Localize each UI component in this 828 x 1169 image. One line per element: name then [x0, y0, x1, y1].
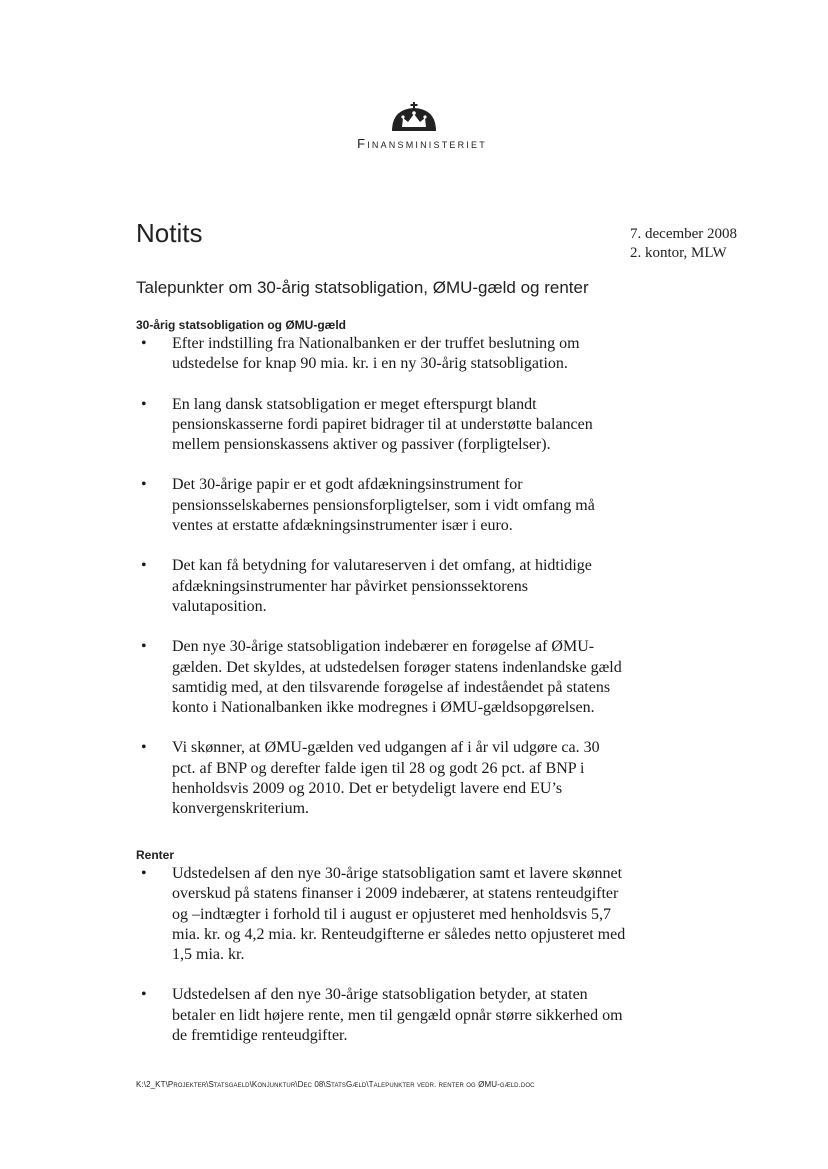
document-meta — [630, 225, 737, 263]
bullet-list-renter — [136, 864, 626, 1046]
document-title: Notits — [136, 218, 203, 248]
file-path-footer: K:\2_KT\Projekter\Statsgaeld\Konjunktur\Dec 08\StatsGæld\Talepunkter vedr. renter og ØMU-gæld.doc — [136, 1080, 535, 1089]
crown-icon — [389, 100, 439, 132]
bullet-dot: • — [141, 557, 147, 575]
list-item: • Den nye 30-årige statsobligation indebærer en forøgelse af ØMU-gælden. Det skyldes, at udstedelsen forøger statens indenlandske gæld samtidig med, at den tilsvarende forøgelse af indeståendet på statens konto i Nationalbanken ikke modregnes i ØMU-gældsopgørelsen. — [141, 638, 622, 717]
bullet-dot: • — [141, 739, 147, 757]
bullet-dot: • — [141, 638, 147, 656]
list-item: • Efter indstilling fra Nationalbanken er der truffet beslutning om udstedelse for knap 90 mia. kr. i en ny 30-årig statsobligation. — [141, 335, 580, 373]
section-heading-renter: Renter — [136, 848, 175, 862]
bullet-dot: • — [141, 335, 147, 352]
bullet-dot: • — [141, 395, 147, 413]
list-item: • Udstedelsen af den nye 30-årige statsobligation samt et lavere skønnet overskud på statens finanser i 2009 indebærer, at statens renteudgifter og –indtægter i forhold til i august er opjusteret med henholdsvis 5,7 mia. kr. og 4,2 mia. kr. Renteudgifterne er således netto opjusteret med 1,5 mia. kr. — [141, 865, 626, 964]
list-item: • Udstedelsen af den nye 30-årige statsobligation betyder, at staten betaler en lidt højere rente, men til gengæld opnår større sikkerhed om de fremtidige renteudgifter. — [141, 986, 623, 1045]
document-subtitle: Talepunkter om 30-årig statsobligation, ØMU-gæld og renter — [136, 278, 589, 297]
bullet-dot: • — [141, 476, 147, 494]
list-item: • En lang dansk statsobligation er meget efterspurgt blandt pensionskasserne fordi papiret bidrager til at understøtte balancen mellem pensionskassens aktiver og passiver (forpligtelser). — [141, 395, 593, 454]
ministry-name: Finansministeriet — [357, 136, 487, 151]
bullet-list-statsobligation — [136, 334, 626, 820]
list-item: • Vi skønner, at ØMU-gælden ved udgangen af i år vil udgøre ca. 30 pct. af BNP og derefter falde igen til 28 og godt 26 pct. af BNP i henholdsvis 2009 og 2010. Det er betydeligt lavere end EU’s konvergenskriterium. — [141, 739, 600, 818]
list-item: • Det kan få betydning for valutareserven i det omfang, at hidtidige afdækningsinstrumenter har påvirket pensionssektorens valutaposition. — [141, 557, 592, 615]
ministry-logo — [0, 100, 828, 151]
list-item: • Det 30-årige papir er et godt afdækningsinstrument for pensionsselskabernes pensionsforpligtelser, som i vidt omfang må ventes at erstatte afdækningsinstrumenter især i euro. — [141, 476, 595, 535]
section-heading-statsobligation: 30-årig statsobligation og ØMU-gæld — [136, 318, 347, 332]
bullet-dot: • — [141, 986, 147, 1004]
document-date: 7. december 2008 — [630, 226, 738, 242]
bullet-dot: • — [141, 865, 147, 882]
document-office: 2. kontor, MLW — [630, 245, 727, 261]
